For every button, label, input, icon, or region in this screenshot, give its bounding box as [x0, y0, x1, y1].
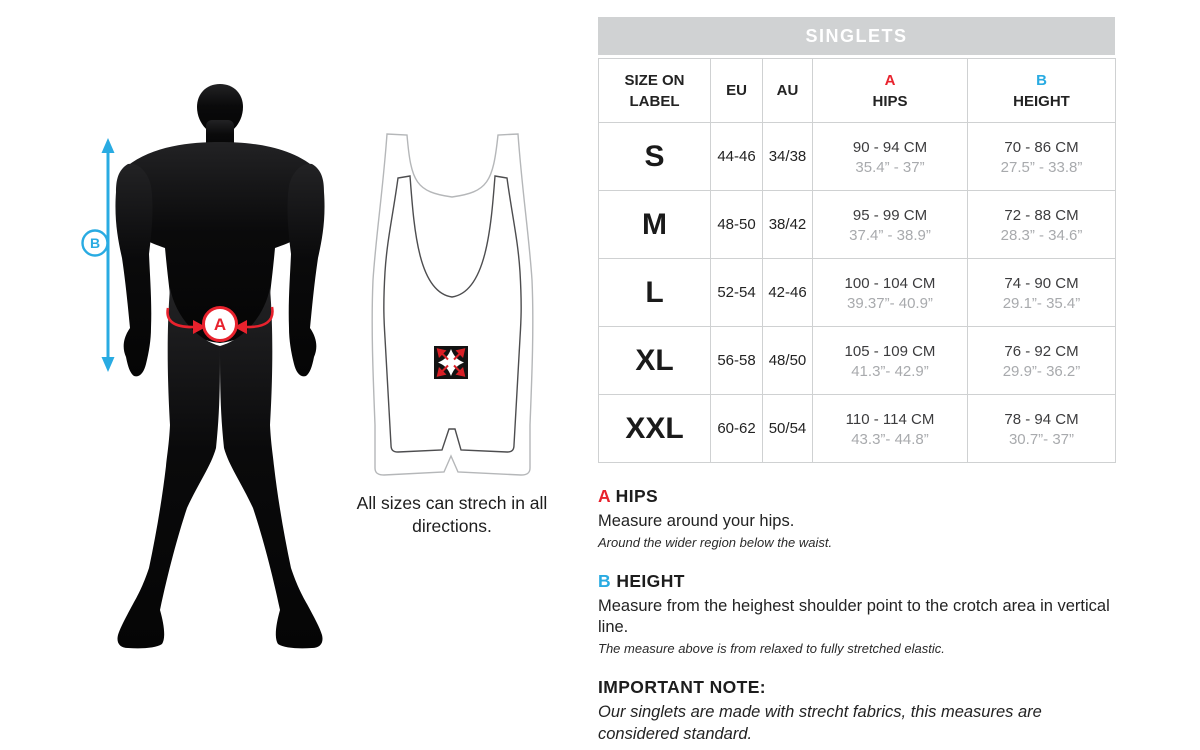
hips-inches: 35.4” - 37” [855, 159, 925, 177]
mannequin-silhouette [115, 84, 324, 648]
height-marker-letter: B [89, 235, 101, 251]
hips-inches: 43.3”- 44.8” [851, 431, 929, 449]
eu-value: 60-62 [711, 395, 763, 463]
height-measure-arrow [83, 138, 115, 372]
hips-inches: 41.3”- 42.9” [851, 363, 929, 381]
height-cm: 76 - 92 CM [1004, 342, 1079, 360]
height-section-note: The measure above is from relaxed to fully stretched elastic. [598, 641, 945, 657]
table-title: SINGLETS [598, 17, 1115, 55]
table-row-xxl [599, 395, 1116, 463]
col-header-size: SIZE ON LABEL [599, 59, 711, 123]
singlet-inner-outline [384, 176, 521, 452]
height-cm: 78 - 94 CM [1004, 410, 1079, 428]
height-section-title [598, 571, 1110, 592]
hips-label: HIPS [872, 92, 908, 110]
col-header-height [968, 59, 1116, 123]
important-note-section [598, 677, 1110, 746]
size-value: XXL [599, 395, 711, 463]
table-row-m [599, 191, 1116, 259]
hips-letter-badge: A [884, 71, 896, 89]
singlet-sketch [360, 120, 545, 485]
height-section-label: HEIGHT [616, 571, 685, 592]
col-header-eu: EU [711, 59, 763, 123]
table-row-s [599, 123, 1116, 191]
eu-value: 56-58 [711, 327, 763, 395]
hips-section-note: Around the wider region below the waist. [598, 535, 833, 551]
height-inches: 28.3” - 34.6” [1000, 227, 1083, 245]
au-value: 50/54 [763, 395, 813, 463]
eu-value: 44-46 [711, 123, 763, 191]
height-letter-badge: B [1036, 71, 1047, 89]
hips-section-title [598, 486, 1110, 507]
height-inches: 29.1”- 35.4” [1002, 295, 1081, 313]
size-value: XL [599, 327, 711, 395]
size-value: S [599, 123, 711, 191]
height-section-body: Measure from the heighest shoulder point to the crotch area in vertical line. [598, 597, 1110, 637]
singlet-outer-outline [372, 134, 533, 475]
hips-cm: 110 - 114 CM [845, 410, 935, 428]
eu-value: 48-50 [711, 191, 763, 259]
au-value: 48/50 [763, 327, 813, 395]
hips-cm: 100 - 104 CM [844, 274, 936, 292]
important-note-title: IMPORTANT NOTE: [598, 677, 767, 698]
size-table-container [598, 17, 1115, 463]
height-cm: 70 - 86 CM [1004, 138, 1079, 156]
height-inches: 27.5” - 33.8” [1000, 159, 1083, 177]
col-header-hips [813, 59, 968, 123]
eu-value: 52-54 [711, 259, 763, 327]
size-table [598, 58, 1116, 463]
size-value: L [599, 259, 711, 327]
height-cm: 74 - 90 CM [1004, 274, 1079, 292]
height-cm: 72 - 88 CM [1004, 206, 1079, 224]
au-value: 38/42 [763, 191, 813, 259]
stretch-icon [434, 346, 468, 379]
height-inches: 30.7”- 37” [1008, 431, 1075, 449]
hips-inches: 37.4” - 38.9” [849, 227, 931, 245]
au-value: 42-46 [763, 259, 813, 327]
col-header-au: AU [763, 59, 813, 123]
hips-section [598, 486, 1110, 550]
hips-cm: 90 - 94 CM [852, 138, 928, 156]
measurement-notes [598, 486, 1110, 750]
size-value: M [599, 191, 711, 259]
au-value: 34/38 [763, 123, 813, 191]
hips-cm: 95 - 99 CM [852, 206, 928, 224]
hips-section-letter: A [598, 486, 611, 506]
singlet-caption: All sizes can strech in all directions. [356, 493, 548, 537]
hips-marker-letter: A [213, 315, 227, 334]
height-section-letter: B [598, 571, 612, 592]
height-section [598, 571, 1110, 656]
height-label: HEIGHT [1013, 92, 1070, 110]
hips-section-label: HIPS [615, 486, 659, 506]
important-note-body: Our singlets are made with strecht fabrics, this measures are considered standard. [598, 703, 1042, 744]
table-row-l [599, 259, 1116, 327]
hips-inches: 39.37”- 40.9” [847, 295, 933, 313]
mannequin-figure [70, 80, 330, 670]
table-row-xl [599, 327, 1116, 395]
table-header-row [599, 59, 1116, 123]
hips-cm: 105 - 109 CM [844, 342, 936, 360]
height-inches: 29.9”- 36.2” [1002, 363, 1081, 381]
hips-section-body: Measure around your hips. [598, 512, 795, 530]
